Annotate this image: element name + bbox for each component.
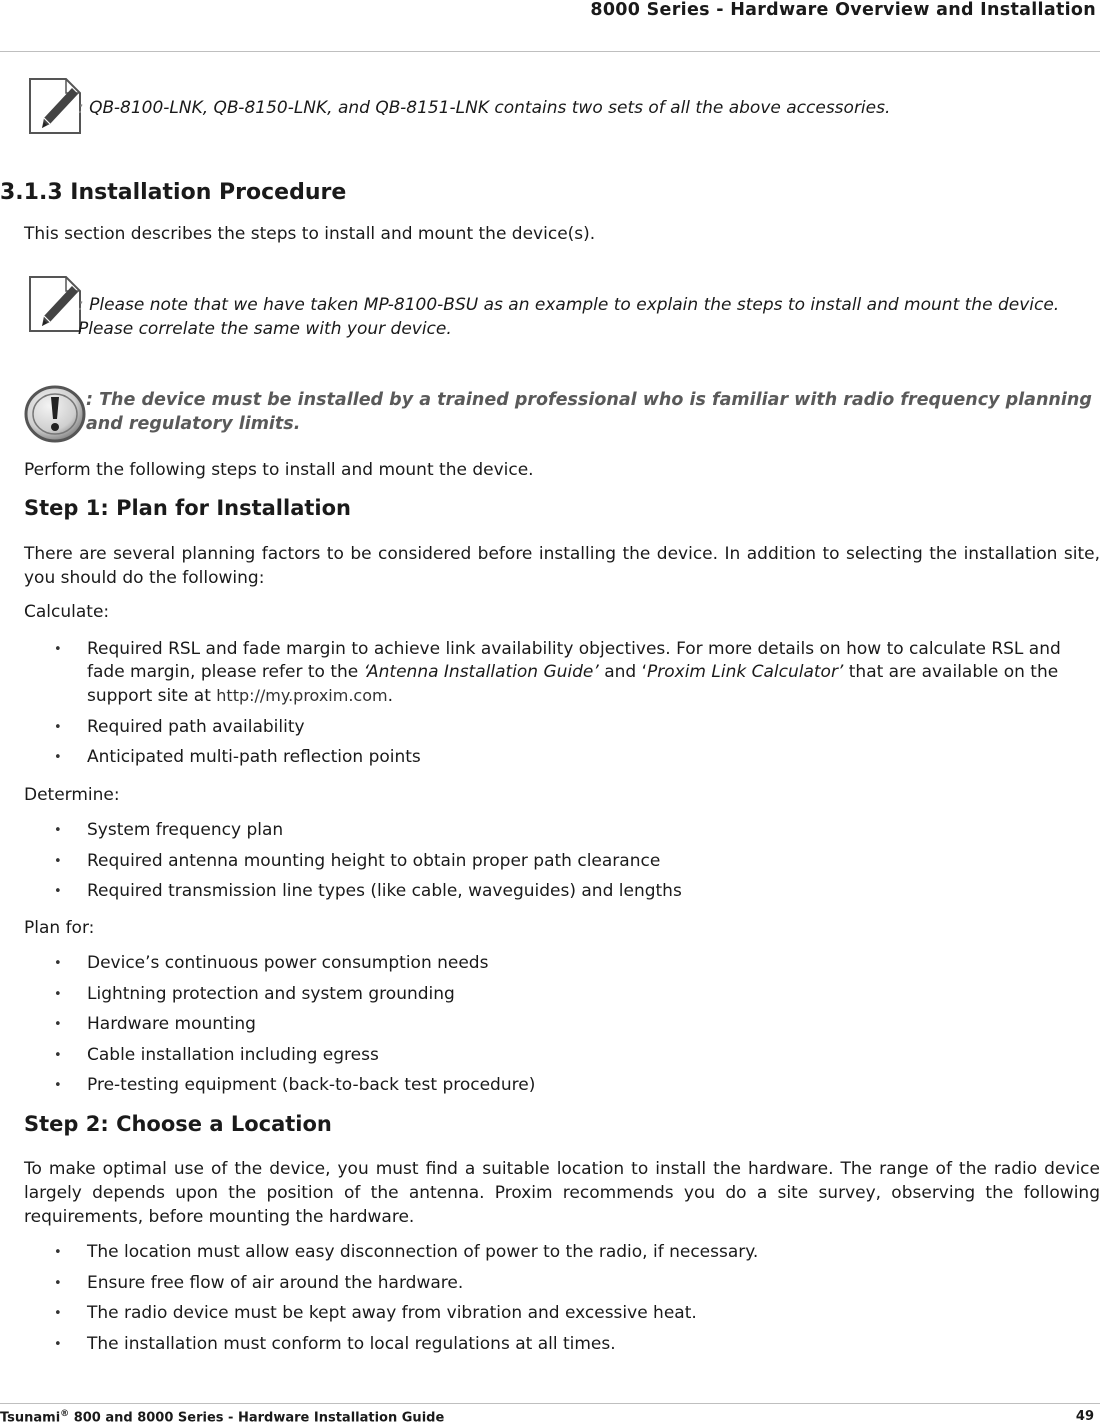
list-item: • The radio device must be kept away from vibration and excessive heat. <box>24 1302 1100 1325</box>
section-title: 3.1.3 Installation Procedure <box>0 180 347 205</box>
support-site-link[interactable]: http://my.proxim.com <box>216 686 388 705</box>
warning-exclamation-icon <box>24 385 86 443</box>
list-item: • Required antenna mounting height to obtain proper path clearance <box>24 850 1100 873</box>
perform-steps-text: Perform the following steps to install and mount the device. <box>24 460 534 480</box>
list-item: • Pre-testing equipment (back-to-back test procedure) <box>24 1074 1100 1097</box>
list-item: • Required path availability <box>24 716 1100 739</box>
footer-guide-title: Tsunami® 800 and 8000 Series - Hardware Installation Guide <box>0 1409 445 1426</box>
note-accessories <box>78 96 1088 120</box>
ref-antenna-guide: ‘Antenna Installation Guide’ <box>363 662 599 682</box>
pencil-icon <box>28 274 84 334</box>
note-prefix: : <box>78 295 84 315</box>
ref-link-calculator: Proxim Link Calculator’ <box>647 662 844 682</box>
step1-intro: There are several planning factors to be considered before installing the device. In addition to selecting the installation site, you should do the following: <box>24 544 1100 588</box>
section-intro: This section describes the steps to install and mount the device(s). <box>24 224 596 244</box>
location-requirements-list <box>24 1241 1100 1363</box>
warning-prefix: : <box>86 390 93 410</box>
list-item: • The location must allow easy disconnection of power to the radio, if necessary. <box>24 1241 1100 1264</box>
footer-divider <box>0 1403 1100 1404</box>
step1-title: Step 1: Plan for Installation <box>24 496 351 520</box>
list-item: • Ensure free flow of air around the hardware. <box>24 1272 1100 1295</box>
calculate-list <box>24 638 1100 777</box>
list-item: • System frequency plan <box>24 819 1100 842</box>
step2-title: Step 2: Choose a Location <box>24 1112 332 1136</box>
list-item: • The installation must conform to local regulations at all times. <box>24 1333 1100 1356</box>
list-item: • Device’s continuous power consumption needs <box>24 952 1100 975</box>
planfor-list <box>24 952 1100 1105</box>
calculate-label: Calculate: <box>24 602 110 622</box>
list-item: • Required transmission line types (like cable, waveguides) and lengths <box>24 880 1100 903</box>
list-item: • Anticipated multi-path reflection points <box>24 746 1100 769</box>
determine-list <box>24 819 1100 911</box>
planfor-label: Plan for: <box>24 918 95 938</box>
list-item: • Required RSL and fade margin to achieve link availability objectives. For more details on how to calculate RSL and fade margin, please refer to the ‘Antenna Installation Guide’ and ‘Proxim Link Calculator’ that are available on the support site at http://my.proxim.com. <box>24 638 1100 708</box>
page-header-title: 8000 Series - Hardware Overview and Installation <box>590 0 1096 20</box>
step2-intro: To make optimal use of the device, you must find a suitable location to install the hardware. The range of the radio device largely depends upon the position of the antenna. Proxim recommends you do a site survey, observing the following requirements, before mounting the hardware. <box>24 1159 1100 1227</box>
pencil-icon <box>28 76 84 136</box>
list-item: • Hardware mounting <box>24 1013 1100 1036</box>
warning-trained-professional <box>86 388 1096 436</box>
note-text: Please note that we have taken MP-8100-BSU as an example to explain the steps to install and mount the device. Please correlate the same with your device. <box>78 295 1060 339</box>
list-item: • Lightning protection and system grounding <box>24 983 1100 1006</box>
header-divider <box>0 51 1100 52</box>
note-prefix: : <box>78 98 84 118</box>
note-example-device <box>78 293 1078 341</box>
note-text: QB-8100-LNK, QB-8150-LNK, and QB-8151-LNK contains two sets of all the above accessories. <box>89 98 891 118</box>
page-number: 49 <box>1075 1409 1094 1424</box>
warning-text: The device must be installed by a trained professional who is familiar with radio frequency planning and regulatory limits. <box>86 390 1092 434</box>
list-item: • Cable installation including egress <box>24 1044 1100 1067</box>
determine-label: Determine: <box>24 785 120 805</box>
